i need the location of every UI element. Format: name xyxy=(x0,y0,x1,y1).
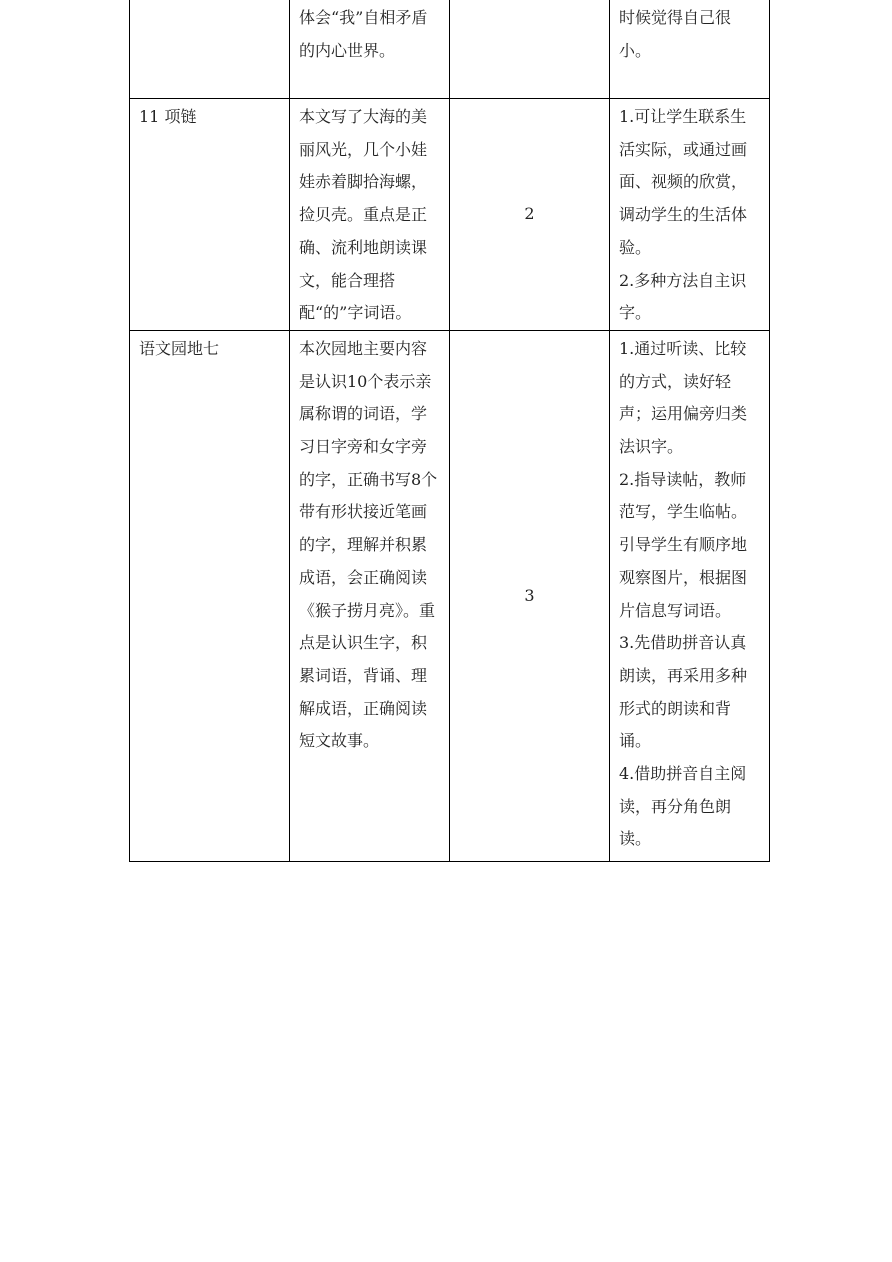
content-cell: 本文写了大海的美丽风光，几个小娃娃赤着脚拾海螺，捡贝壳。重点是正确、流利地朗读课文，能合理搭配“的”字词语。 xyxy=(290,99,450,331)
method-cell xyxy=(610,99,770,331)
method-item: 1.可让学生联系生活实际，或通过画面、视频的欣赏，调动学生的生活体验。 xyxy=(619,107,748,257)
content-cell: 本次园地主要内容是认识10个表示亲属称谓的词语，学习日字旁和女字旁的字，正确书写8个带有形状接近笔画的字，理解并积累成语，会正确阅读《猴子捞月亮》。重点是认识生字，积累词语，背诵、理解成语，正确阅读短文故事。 xyxy=(290,330,450,861)
method-cell xyxy=(610,0,770,99)
table-row xyxy=(130,99,770,331)
content-cell: 体会“我”自相矛盾的内心世界。 xyxy=(290,0,450,99)
method-item: 2.指导读帖，教师范写，学生临帖。引导学生有顺序地观察图片，根据图片信息写词语。 xyxy=(619,469,748,620)
table-row xyxy=(130,0,770,99)
method-item: 时候觉得自己很小。 xyxy=(619,8,732,60)
lesson-cell: 11 项链 xyxy=(130,99,290,331)
method-item: 4.借助拼音自主阅读，再分角色朗读。 xyxy=(619,764,747,849)
hours-cell: 2 xyxy=(450,99,610,331)
method-item: 3.先借助拼音认真朗读，再采用多种形式的朗读和背诵。 xyxy=(619,633,748,751)
table-row xyxy=(130,330,770,861)
method-item: 2.多种方法自主识字。 xyxy=(619,270,747,323)
hours-cell xyxy=(450,0,610,99)
hours-cell: 3 xyxy=(450,330,610,861)
method-item: 1.通过听读、比较的方式，读好轻声；运用偏旁归类法识字。 xyxy=(619,338,748,457)
method-cell xyxy=(610,330,770,861)
lesson-cell xyxy=(130,0,290,99)
teaching-plan-table xyxy=(129,0,770,862)
lesson-cell: 语文园地七 xyxy=(130,330,290,861)
